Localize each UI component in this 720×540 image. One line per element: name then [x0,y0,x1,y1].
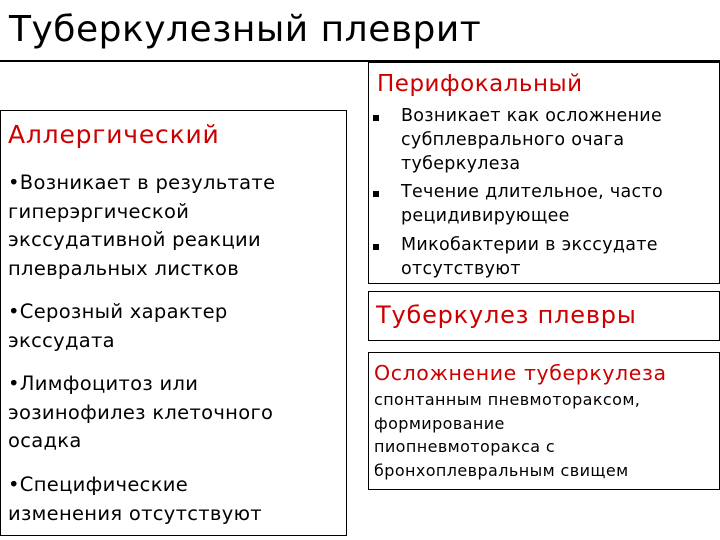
perifocal-bullet-1-line-2: субплеврального очага [401,130,625,150]
slide-title: Туберкулезный плеврит [9,9,482,50]
allergic-point-1-line-3: экссудативной реакции [8,228,261,251]
allergic-point-2 [8,298,343,355]
square-bullet-icon [373,244,379,250]
allergic-point-4-line-2: изменения отсутствуют [8,501,262,525]
complication-line-3: пиопневмоторакса с [374,437,556,456]
complication-box [368,352,720,490]
perifocal-bullet-3-line-2: отсутствуют [401,259,521,279]
allergic-point-3-line-2: эозинофилез клеточного [8,400,274,424]
complication-line-1: спонтанным пневмотораксом, [374,390,641,409]
allergic-point-3-line-1: •Лимфоцитоз или [8,372,199,395]
perifocal-bullet-2-text [401,180,663,228]
perifocal-bullet-3-line-1: Микобактерии в экссудате [401,235,658,255]
pleura-tb-box [368,291,720,341]
pleura-tb-heading: Туберкулез плевры [376,301,637,329]
perifocal-bullet-1-text [401,104,662,176]
perifocal-bullet-2-line-2: рецидивирующее [401,206,570,226]
perifocal-bullet-3-text [401,233,658,281]
allergic-point-1-line-1: •Возникает в результате [8,171,276,194]
allergic-point-1-line-4: плевральных листков [8,256,239,280]
perifocal-bullet-1-line-3: туберкулеза [401,154,521,174]
allergic-point-2-line-2: экссудата [8,328,115,352]
allergic-point-2-line-1: •Серозный характер [8,300,228,323]
complication-heading: Осложнение туберкулеза [374,361,667,385]
allergic-point-4 [8,471,343,528]
allergic-point-4-line-1: •Специфические [8,473,189,496]
perifocal-box [368,62,720,284]
allergic-point-1-line-2: гиперэргической [8,199,190,223]
perifocal-bullet-2-line-1: Течение длительное, часто [401,182,663,202]
perifocal-bullet-1-line-1: Возникает как осложнение [401,106,663,126]
complication-line-2: формирование [374,413,505,433]
allergic-heading: Аллергический [8,120,220,149]
complication-line-4: бронхоплевральным свищем [374,460,629,480]
perifocal-heading: Перифокальный [377,71,583,97]
allergic-point-1 [8,169,343,283]
square-bullet-icon [373,191,379,197]
square-bullet-icon [373,115,379,121]
allergic-point-3 [8,370,343,456]
complication-text [374,388,640,482]
allergic-point-3-line-3: осадка [8,429,82,452]
allergic-box [0,110,347,536]
